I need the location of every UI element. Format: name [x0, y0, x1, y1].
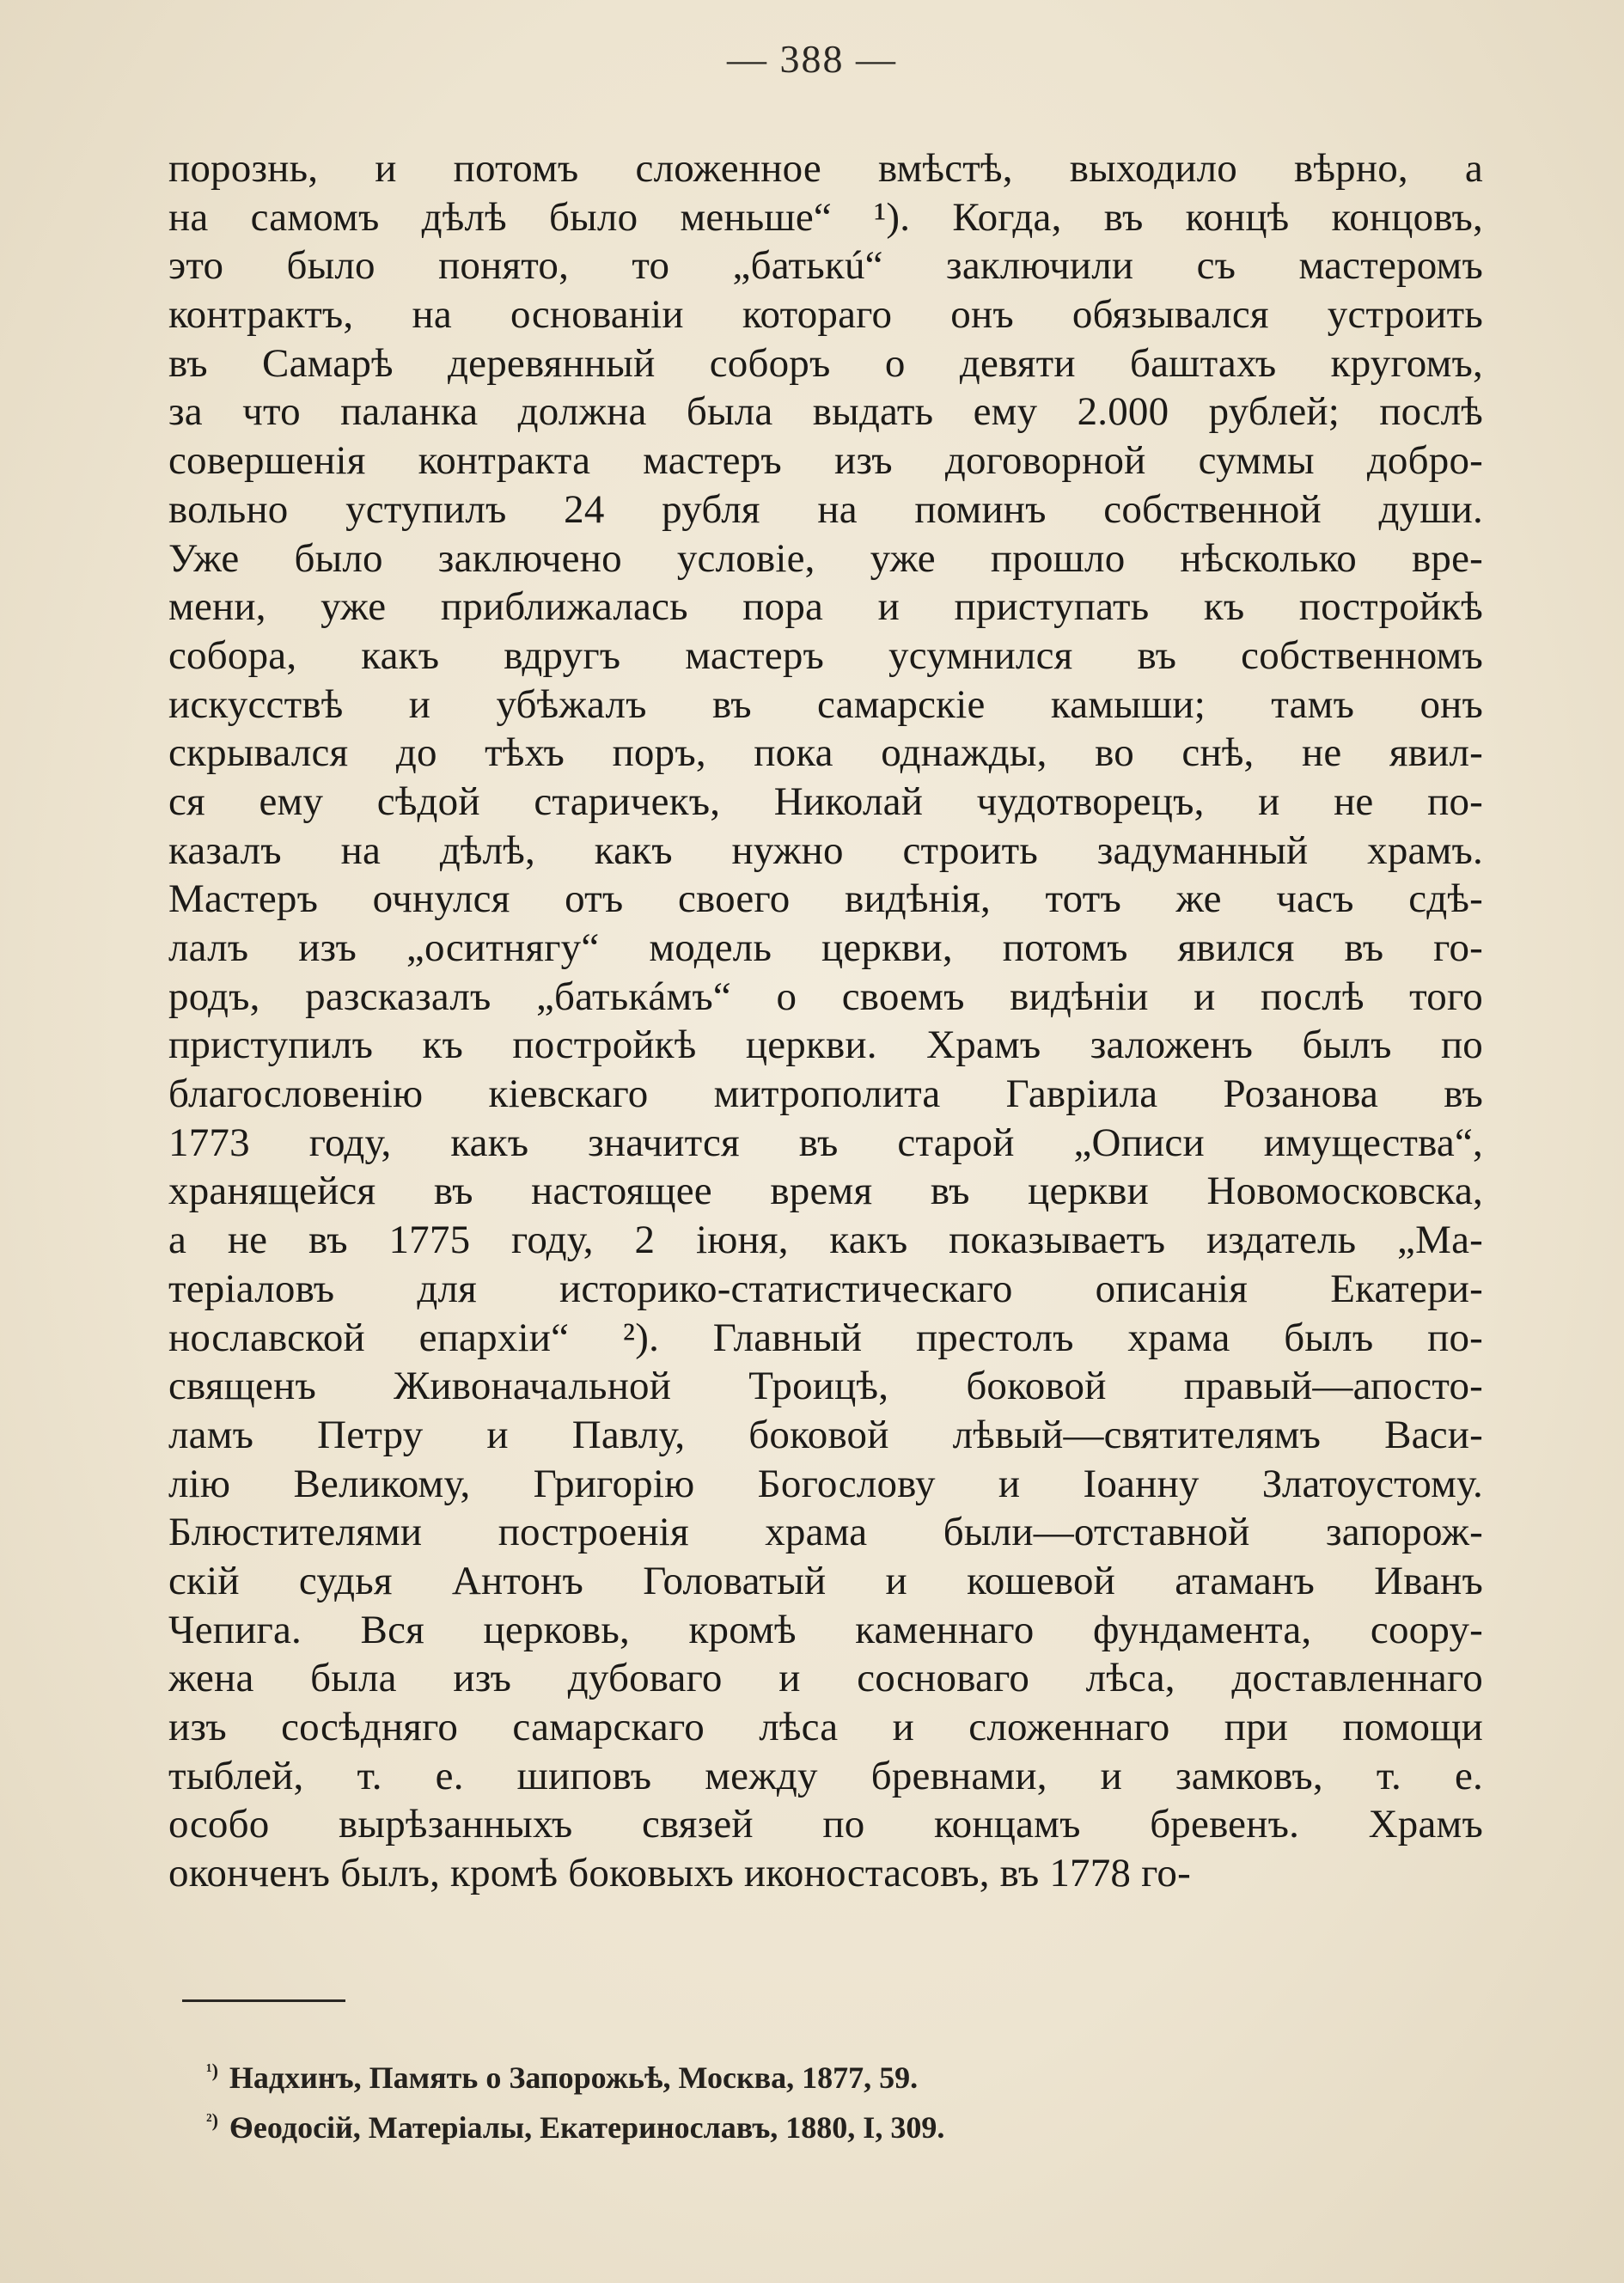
footnotes [206, 2049, 1409, 2149]
text-line: за что паланка должна была выдать ему 2.000 рублей; послѣ [168, 389, 1483, 435]
text-line: теріаловъ для историко-статистическаго описанія Екатери- [168, 1266, 1483, 1311]
footnote-text: Надхинъ, Память о Запорожьѣ, Москва, 1877, 59. [229, 2060, 919, 2095]
text-line: это было понято, то „батькú“ заключили съ мастеромъ [168, 243, 1483, 289]
text-line: Мастеръ очнулся отъ своего видѣнія, тотъ же часъ сдѣ- [168, 876, 1483, 922]
footnote-divider [182, 1999, 345, 2002]
text-line: ся ему сѣдой старичекъ, Николай чудотворецъ, и не по- [168, 778, 1483, 824]
text-line: Блюстителями построенія храма были—отставной запорож- [168, 1510, 1483, 1555]
text-line: на самомъ дѣлѣ было меньше“ ¹). Когда, въ концѣ концовъ, [168, 194, 1483, 240]
text-line: ламъ Петру и Павлу, боковой лѣвый—святителямъ Васи- [168, 1412, 1483, 1457]
text-line: жена была изъ дубоваго и сосноваго лѣса, доставленнаго [168, 1656, 1483, 1701]
page-number: — 388 — [727, 37, 897, 81]
text-line: совершенія контракта мастеръ изъ договорной суммы добро- [168, 438, 1483, 484]
text-line: священъ Живоначальной Троицѣ, боковой правый—апосто- [168, 1364, 1483, 1409]
footnote-text: Ѳеодосій, Матеріалы, Екатеринославъ, 1880, I, 309. [229, 2110, 945, 2145]
footnote-1 [206, 2049, 1409, 2099]
text-line: искусствѣ и убѣжалъ въ самарскіе камыши; тамъ онъ [168, 681, 1483, 727]
text-line: казалъ на дѣлѣ, какъ нужно строить задуманный храмъ. [168, 827, 1483, 873]
text-line: скрывался до тѣхъ поръ, пока однажды, во снѣ, не явил- [168, 730, 1483, 776]
text-line: вольно уступилъ 24 рубля на поминъ собственной души. [168, 486, 1483, 532]
footnote-mark: ²) [206, 2109, 218, 2131]
text-line: контрактъ, на основаніи котораго онъ обязывался устроить [168, 292, 1483, 338]
text-line: родъ, разсказалъ „батькáмъ“ о своемъ видѣніи и послѣ того [168, 974, 1483, 1019]
text-line: въ Самарѣ деревянный соборъ о девяти баштахъ кругомъ, [168, 340, 1483, 386]
text-line: лалъ изъ „оситнягу“ модель церкви, потомъ явился въ го- [168, 925, 1483, 970]
text-line: приступилъ къ постройкѣ церкви. Храмъ заложенъ былъ по [168, 1022, 1483, 1068]
text-line: 1773 году, какъ значится въ старой „Описи имущества“, [168, 1120, 1483, 1165]
text-line: оконченъ былъ, кромѣ боковыхъ иконостасовъ, въ 1778 го- [168, 1851, 1191, 1896]
text-line: Уже было заключено условіе, уже прошло нѣсколько вре- [168, 535, 1483, 581]
text-line: тыблей, т. е. шиповъ между бревнами, и замковъ, т. е. [168, 1753, 1483, 1798]
text-line: благословенію кіевскаго митрополита Гавріила Розанова въ [168, 1071, 1483, 1117]
text-line: хранящейся въ настоящее время въ церкви Новомосковска, [168, 1169, 1483, 1214]
text-line: изъ сосѣдняго самарскаго лѣса и сложеннаго при помощи [168, 1705, 1483, 1749]
footnote-mark: ¹) [206, 2060, 218, 2081]
text-line: нославской епархіи“ ²). Главный престолъ храма былъ по- [168, 1315, 1483, 1360]
text-line: собора, какъ вдругъ мастеръ усумнился въ собственномъ [168, 632, 1483, 678]
footnote-2 [206, 2099, 1409, 2149]
text-line: мени, уже приближалась пора и приступать къ постройкѣ [168, 584, 1483, 630]
text-line: порознь, и потомъ сложенное вмѣстѣ, выходило вѣрно, а [168, 146, 1483, 191]
text-line: скій судья Антонъ Головатый и кошевой атаманъ Иванъ [168, 1558, 1483, 1603]
text-line: особо вырѣзанныхъ связей по концамъ бревенъ. Храмъ [168, 1802, 1483, 1847]
body-text [168, 144, 1483, 1898]
text-line: лію Великому, Григорію Богослову и Іоанну Златоустому. [168, 1461, 1483, 1506]
text-line: а не въ 1775 году, 2 іюня, какъ показываетъ издатель „Ма- [168, 1218, 1483, 1263]
text-line: Чепига. Вся церковь, кромѣ каменнаго фундамента, соору- [168, 1607, 1483, 1652]
